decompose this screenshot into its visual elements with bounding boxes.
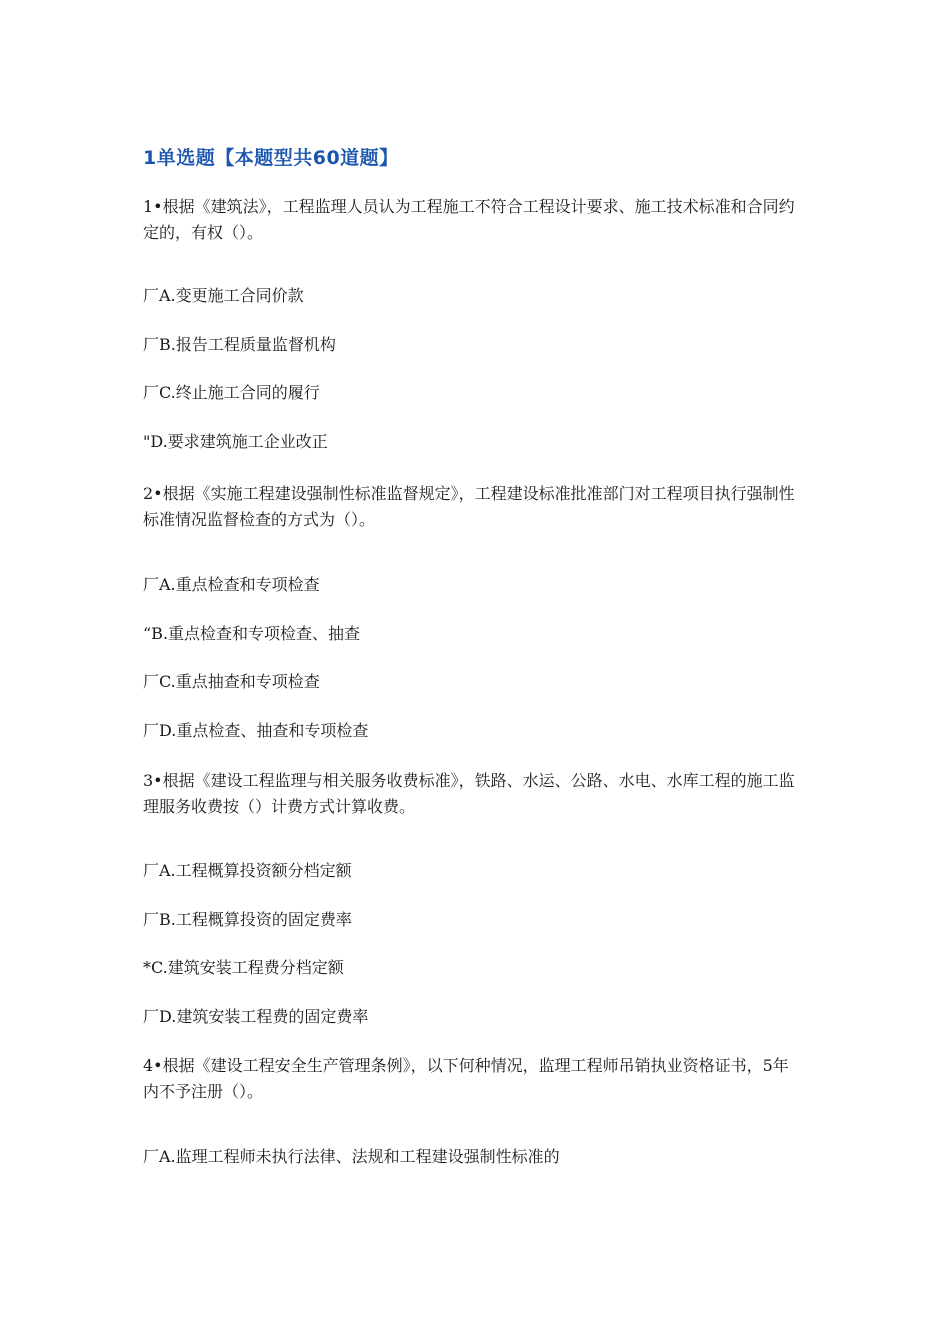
- section-title: 1单选题【本题型共60道题】: [143, 147, 399, 169]
- question-2-option-a: 厂A.重点检查和专项检查: [143, 575, 320, 594]
- question-3-option-d: 厂D.建筑安装工程费的固定费率: [143, 1007, 369, 1026]
- question-1-option-b: 厂B.报告工程质量监督机构: [143, 335, 336, 354]
- question-2-stem: 2•根据《实施工程建设强制性标准监督规定》，工程建设标准批准部门对工程项目执行强制性标准情况监督检查的方式为（）。: [143, 484, 795, 529]
- question-3-option-b: 厂B.工程概算投资的固定费率: [143, 910, 352, 929]
- question-2-option-c: 厂C.重点抽查和专项检查: [143, 672, 320, 691]
- question-3-stem: 3•根据《建设工程监理与相关服务收费标准》，铁路、水运、公路、水电、水库工程的施工监理服务收费按（）计费方式计算收费。: [143, 771, 795, 816]
- question-4-option-a: 厂A.监理工程师未执行法律、法规和工程建设强制性标准的: [143, 1147, 560, 1166]
- question-3-option-c: *C.建筑安装工程费分档定额: [143, 958, 344, 977]
- question-3-option-a: 厂A.工程概算投资额分档定额: [143, 861, 352, 880]
- question-1-option-c: 厂C.终止施工合同的履行: [143, 383, 320, 402]
- question-2-option-b: “B.重点检查和专项检查、抽查: [143, 624, 361, 643]
- question-1-stem: 1•根据《建筑法》，工程监理人员认为工程施工不符合工程设计要求、施工技术标准和合同约定的，有权（）。: [143, 197, 795, 242]
- question-1-option-a: 厂A.变更施工合同价款: [143, 286, 304, 305]
- question-2-option-d: 厂D.重点检查、抽查和专项检查: [143, 721, 369, 740]
- question-1-option-d: "D.要求建筑施工企业改正: [143, 432, 328, 451]
- question-4-stem: 4•根据《建设工程安全生产管理条例》，以下何种情况，监理工程师吊销执业资格证书，5年内不予注册（）。: [143, 1056, 789, 1101]
